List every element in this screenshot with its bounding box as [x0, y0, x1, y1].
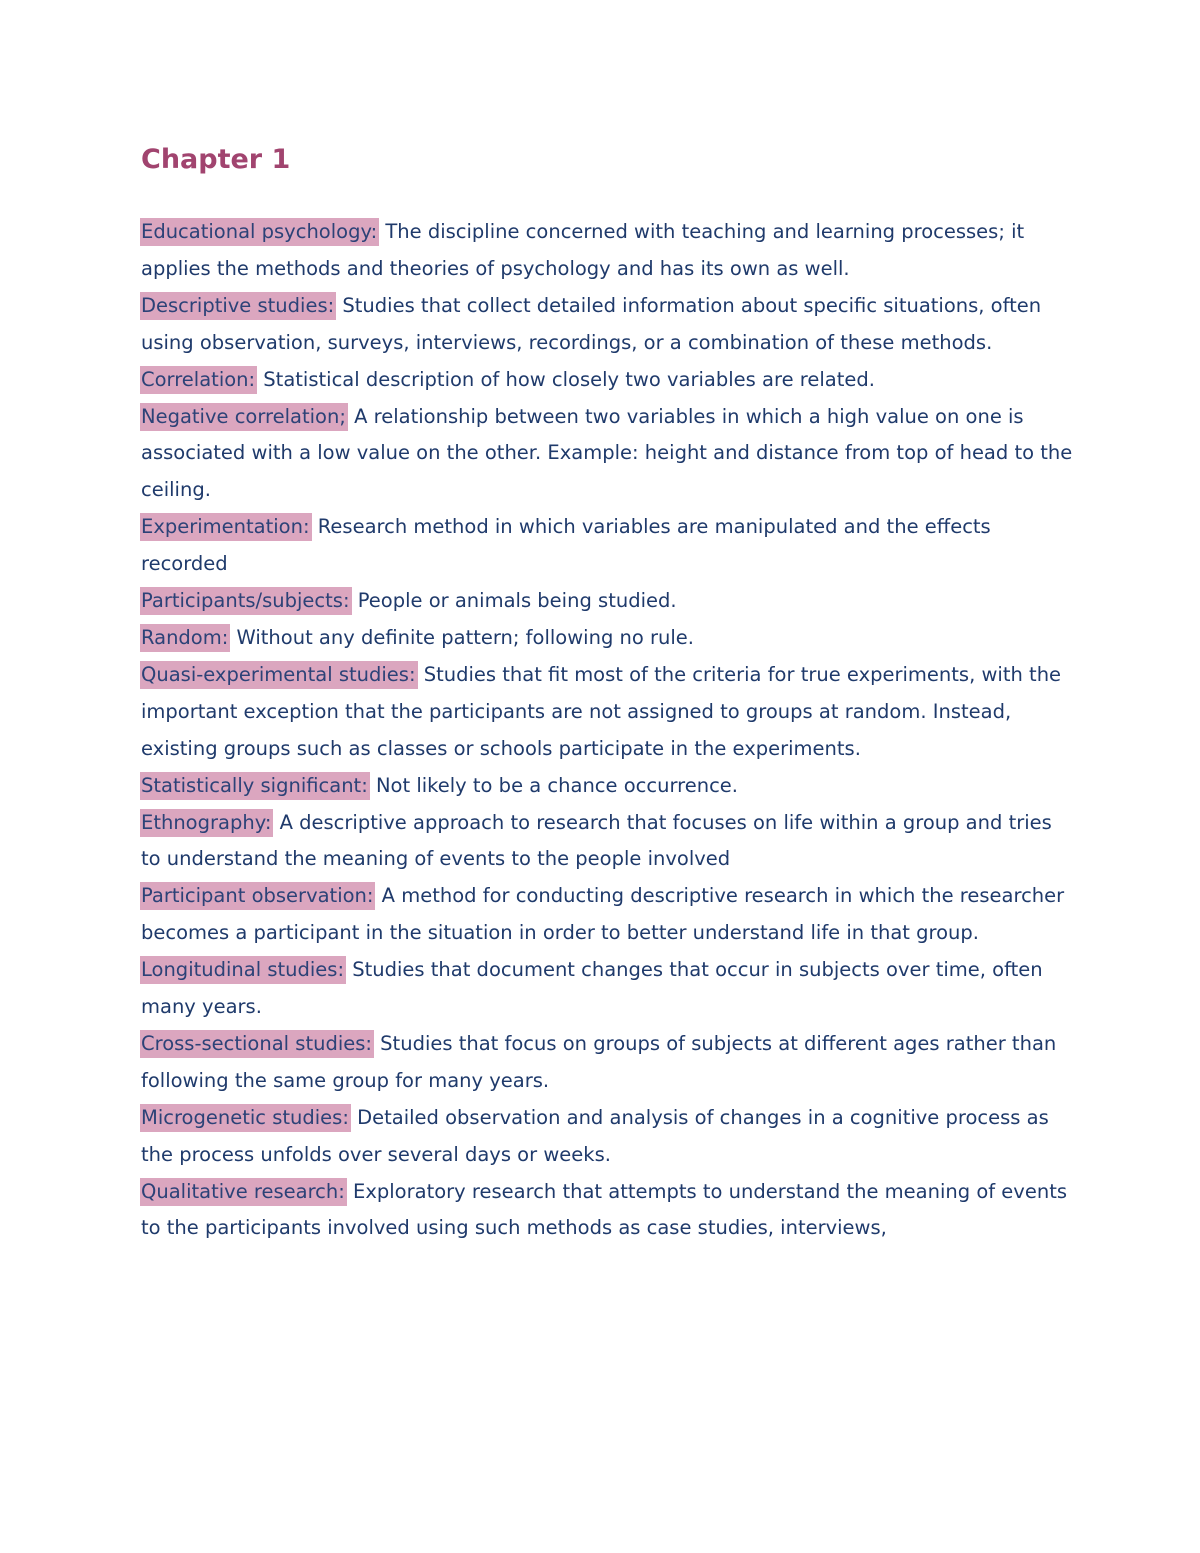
- glossary-entry: [141, 362, 1076, 399]
- glossary-definition: People or animals being studied.: [351, 589, 677, 613]
- glossary-definition: Studies that collect detailed information about specific situations, often using observation, surveys, interviews, recordings, or a combination of these methods.: [141, 293, 1042, 354]
- glossary-term: Microgenetic studies:: [140, 1104, 351, 1132]
- glossary-entry: [141, 1026, 1076, 1100]
- glossary-entry: [141, 214, 1076, 288]
- glossary-entry: [141, 805, 1076, 879]
- glossary-definition: Exploratory research that attempts to understand the meaning of events to the participants involved using such methods as case studies, interviews,: [141, 1179, 1068, 1240]
- glossary-definition: A method for conducting descriptive research in which the researcher becomes a participant in the situation in order to better understand life in that group.: [141, 884, 1065, 945]
- glossary-term: Longitudinal studies:: [140, 956, 346, 984]
- glossary-definition: Without any definite pattern; following no rule.: [230, 625, 694, 649]
- glossary-entry: [141, 768, 1076, 805]
- glossary-term: Ethnography:: [140, 809, 273, 837]
- glossary-definition: A descriptive approach to research that focuses on life within a group and tries to understand the meaning of events to the people involved: [141, 810, 1052, 871]
- glossary-entry: [141, 657, 1076, 768]
- glossary-definition: Studies that focus on groups of subjects at different ages rather than following the same group for many years.: [141, 1031, 1057, 1092]
- glossary-entry: [141, 620, 1076, 657]
- glossary-entry: [141, 952, 1076, 1026]
- chapter-title: Chapter 1: [141, 144, 291, 175]
- glossary-term: Participants/subjects:: [140, 587, 352, 615]
- glossary-definition: A relationship between two variables in which a high value on one is associated with a low value on the other. Example: height and distance from top of head to the ceiling.: [141, 404, 1073, 502]
- glossary-term: Educational psychology:: [140, 218, 379, 246]
- glossary-entry: [141, 878, 1076, 952]
- glossary-term: Cross-sectional studies:: [140, 1030, 374, 1058]
- glossary-term: Statistically significant:: [140, 772, 370, 800]
- glossary-term: Correlation:: [140, 366, 257, 394]
- glossary-entry: [141, 509, 1076, 583]
- glossary-definition: Research method in which variables are manipulated and the effects recorded: [141, 515, 991, 576]
- glossary-definition: Studies that document changes that occur in subjects over time, often many years.: [141, 958, 1043, 1019]
- glossary-term: Qualitative research:: [140, 1178, 347, 1206]
- glossary-entry: [141, 583, 1076, 620]
- glossary-term: Random:: [140, 624, 230, 652]
- glossary-definition: Detailed observation and analysis of changes in a cognitive process as the process unfolds over several days or weeks.: [141, 1105, 1049, 1166]
- glossary-term: Negative correlation;: [140, 403, 348, 431]
- glossary-definition: Statistical description of how closely two variables are related.: [257, 367, 875, 391]
- glossary-term: Experimentation:: [140, 513, 312, 541]
- glossary-list: [141, 214, 1076, 1247]
- glossary-definition: The discipline concerned with teaching and learning processes; it applies the methods and theories of psychology and has its own as well.: [141, 220, 1025, 280]
- glossary-entry: [141, 1174, 1076, 1248]
- glossary-term: Participant observation:: [140, 882, 375, 910]
- glossary-term: Descriptive studies:: [140, 292, 336, 320]
- glossary-definition: Not likely to be a chance occurrence.: [369, 773, 738, 797]
- glossary-definition: Studies that fit most of the criteria for true experiments, with the important exception that the participants are not assigned to groups at random. Instead, existing groups such as classes or schools participate in the experiments.: [141, 662, 1062, 760]
- glossary-entry: [141, 288, 1076, 362]
- glossary-entry: [141, 1100, 1076, 1174]
- glossary-entry: [141, 399, 1076, 510]
- glossary-term: Quasi-experimental studies:: [140, 661, 418, 689]
